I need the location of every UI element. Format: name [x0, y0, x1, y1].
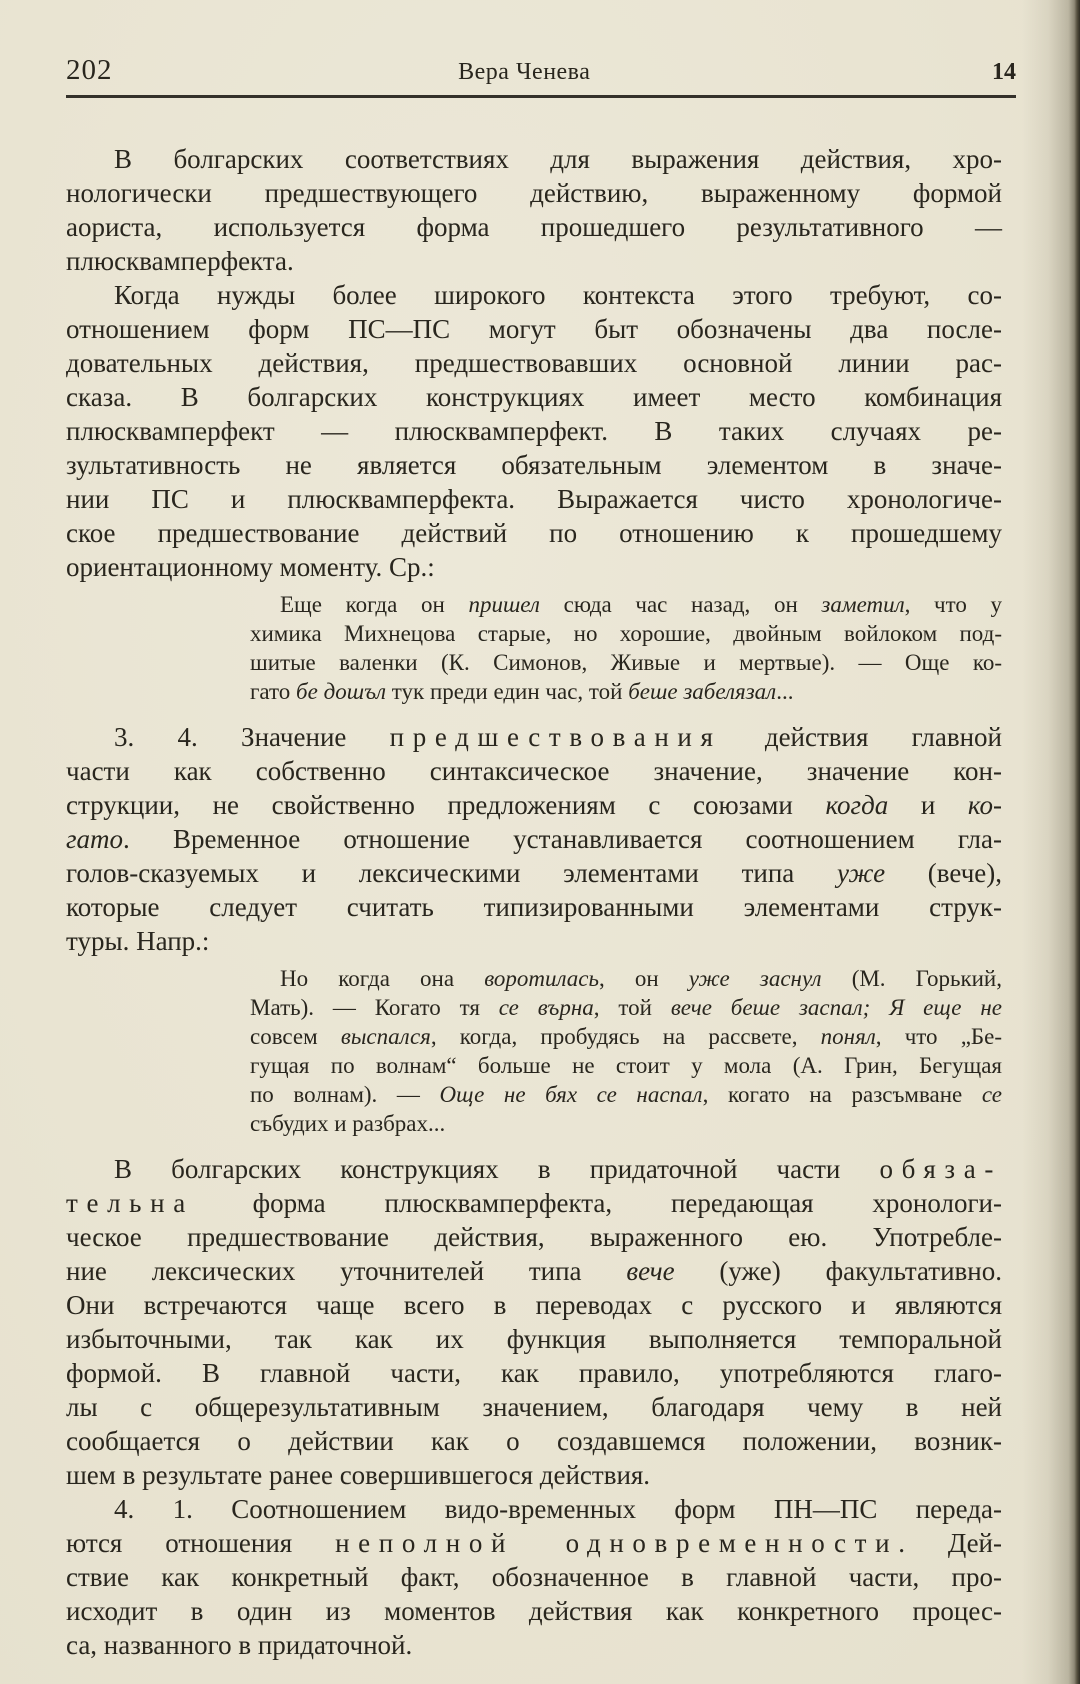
text-segment: по волнам). — [250, 1082, 440, 1107]
text-segment: ствие как конкретный факт, обозначенное в главной части, про- [66, 1562, 1002, 1592]
italic-text-segment: выспался [340, 1024, 431, 1049]
example-quote-block [250, 590, 1002, 706]
text-line [250, 1080, 1002, 1109]
text-line [66, 856, 1002, 890]
text-segment: Но когда она [280, 966, 485, 991]
italic-text-segment: уже заснул [688, 966, 822, 991]
text-line [250, 619, 1002, 648]
text-segment: , он [598, 966, 689, 991]
text-segment: аориста, используется форма прошедшего результативного — [66, 212, 1002, 242]
text-line [66, 1390, 1002, 1424]
text-line [66, 312, 1002, 346]
text-segment: 4. 1. Соотношением видо-временных форм ПН—ПС переда- [114, 1494, 1002, 1524]
text-line [66, 1254, 1002, 1288]
text-segment: ориентационному моменту. Ср.: [66, 552, 435, 582]
text-line [250, 993, 1002, 1022]
italic-text-segment: се [981, 1082, 1002, 1107]
text-line [66, 788, 1002, 822]
text-line [66, 244, 1002, 278]
text-line [66, 380, 1002, 414]
text-line [66, 448, 1002, 482]
italic-text-segment: ко- [967, 790, 1002, 820]
italic-text-segment: беше забелязал [628, 679, 777, 704]
text-segment: голов-сказуемых и лексическими элементами типа [66, 858, 838, 888]
text-segment: , той [593, 995, 671, 1020]
text-segment: формой. В главной части, как правило, употребляются глаго- [66, 1358, 1002, 1388]
text-segment: совсем [250, 1024, 341, 1049]
text-segment: В болгарских конструкциях в придаточной части [114, 1154, 880, 1184]
text-segment: туры. Напр.: [66, 926, 210, 956]
body-paragraph [66, 278, 1002, 584]
text-segment: (уже) факультативно. [674, 1256, 1002, 1286]
text-line [66, 1322, 1002, 1356]
page-header [0, 0, 1080, 87]
text-line [66, 1186, 1002, 1220]
body-paragraph [66, 720, 1002, 958]
text-segment: В болгарских соответствиях для выражения действия, хро- [114, 144, 1002, 174]
page-number-left: 202 [66, 54, 113, 86]
body-paragraph [66, 1152, 1002, 1492]
italic-text-segment: воротилась [484, 966, 599, 991]
text-line [66, 1492, 1002, 1526]
text-line [66, 550, 1002, 584]
italic-text-segment: гато [66, 824, 124, 854]
text-segment: (вече), [885, 858, 1002, 888]
text-segment: ются отношения [66, 1528, 336, 1558]
text-segment: струкции, не свойственно предложениям с союзами [66, 790, 826, 820]
text-segment: , когда, пробудясь на рассвете, [430, 1024, 821, 1049]
italic-text-segment: уже [837, 858, 886, 888]
text-line [66, 1356, 1002, 1390]
text-segment: отношением форм ПС—ПС могут быт обозначены два после- [66, 314, 1002, 344]
text-segment: лы с общерезультативным значением, благодаря чему в ней [66, 1392, 1002, 1422]
text-line [66, 720, 1002, 754]
text-segment: избыточными, так как их функция выполняется темпоральной [66, 1324, 1002, 1354]
text-segment: сказа. В болгарских конструкциях имеет место комбинация [66, 382, 1002, 412]
italic-text-segment: когда [825, 790, 889, 820]
text-segment: химика Михнецова старые, но хорошие, двойным войлоком под- [250, 621, 1002, 646]
italic-text-segment: Още не бях се наспал [439, 1082, 703, 1107]
text-line [66, 210, 1002, 244]
text-segment: довательных действия, предшествовавших основной линии рас- [66, 348, 1002, 378]
text-segment: которые следует считать типизированными элементами струк- [66, 892, 1002, 922]
text-line [66, 482, 1002, 516]
italic-text-segment: заметил [821, 592, 905, 617]
running-title: Вера Ченева [458, 59, 591, 85]
letterspaced-text-segment: тельна [66, 1188, 194, 1218]
text-segment: Еще когда он [280, 592, 469, 617]
text-line [66, 1560, 1002, 1594]
text-segment: части как собственно синтаксическое значение, значение кон- [66, 756, 1002, 786]
text-segment: ское предшествование действий по отношению к прошедшему [66, 518, 1002, 548]
example-quote-block [250, 964, 1002, 1138]
italic-text-segment: вече беше заспал; Я еще не [670, 995, 1002, 1020]
text-segment: шитые валенки (К. Симонов, Живые и мертвые). — Още ко- [250, 650, 1002, 675]
text-line [66, 346, 1002, 380]
italic-text-segment: пришел [468, 592, 540, 617]
text-line [66, 278, 1002, 312]
text-segment: форма плюсквамперфекта, передающая хронологи- [193, 1188, 1002, 1218]
text-segment: нии ПС и плюсквамперфекта. Выражается чисто хронологиче- [66, 484, 1002, 514]
text-segment: ... [776, 679, 794, 704]
text-segment: действия главной [721, 722, 1002, 752]
text-segment: . Временное отношение устанавливается соотношением гла- [123, 824, 1002, 854]
text-segment: Когда нужды более широкого контекста этого требуют, со- [114, 280, 1002, 310]
text-segment: събудих и разбрах... [250, 1111, 446, 1136]
text-segment: , что у [904, 592, 1002, 617]
text-line [250, 648, 1002, 677]
text-line [66, 1628, 1002, 1662]
page-content [0, 98, 1080, 1662]
italic-text-segment: понял [820, 1024, 876, 1049]
italic-text-segment: се върна [498, 995, 594, 1020]
text-line [66, 1220, 1002, 1254]
italic-text-segment: вече [626, 1256, 675, 1286]
text-line [66, 1526, 1002, 1560]
text-line [250, 1022, 1002, 1051]
text-line [66, 414, 1002, 448]
text-line [66, 1424, 1002, 1458]
text-segment: сюда час назад, он [539, 592, 822, 617]
text-line [66, 1594, 1002, 1628]
text-line [250, 964, 1002, 993]
text-line [250, 677, 1002, 706]
text-line [66, 176, 1002, 210]
text-segment: сообщается о действии как о создавшемся положении, возник- [66, 1426, 1002, 1456]
text-segment: , что „Бе- [875, 1024, 1002, 1049]
text-segment: и [888, 790, 968, 820]
text-segment: плюсквамперфекта. [66, 246, 294, 276]
text-segment: шем в результате ранее совершившегося действия. [66, 1460, 651, 1490]
text-line [66, 754, 1002, 788]
text-line [250, 590, 1002, 619]
text-segment: . Дей- [898, 1528, 1002, 1558]
text-line [66, 822, 1002, 856]
letterspaced-text-segment: предшествования [389, 722, 722, 752]
text-line [66, 924, 1002, 958]
text-segment: гущая по волнам“ больше не стоит у мола (А. Грин, Бегущая [250, 1053, 1002, 1078]
italic-text-segment: бе дошъл [296, 679, 387, 704]
letterspaced-text-segment: обяза- [879, 1154, 1002, 1184]
text-segment: ние лексических уточнителей типа [66, 1256, 627, 1286]
text-segment: 3. 4. Значение [114, 722, 390, 752]
text-segment: плюсквамперфект — плюсквамперфект. В таких случаях ре- [66, 416, 1002, 446]
text-line [66, 142, 1002, 176]
body-paragraph [66, 1492, 1002, 1662]
letterspaced-text-segment: неполной одновременности [335, 1528, 899, 1558]
text-segment: Они встречаются чаще всего в переводах с русского и являются [66, 1290, 1002, 1320]
text-segment: ческое предшествование действия, выраженного ею. Употребле- [66, 1222, 1002, 1252]
page-number-right: 14 [991, 59, 1016, 85]
text-line [250, 1051, 1002, 1080]
text-segment: исходит в один из моментов действия как конкретного процес- [66, 1596, 1002, 1626]
text-segment: тук преди един час, той [386, 679, 629, 704]
text-segment: нологически предшествующего действию, выраженному формой [66, 178, 1002, 208]
text-line [66, 1152, 1002, 1186]
text-segment: са, названного в придаточной. [66, 1630, 413, 1660]
text-line [66, 516, 1002, 550]
text-line [66, 1288, 1002, 1322]
text-segment: Мать). — Когато тя [250, 995, 499, 1020]
text-line [66, 1458, 1002, 1492]
text-segment: , когато на разсъмване [702, 1082, 982, 1107]
text-segment: зультативность не является обязательным элементом в значе- [66, 450, 1002, 480]
text-segment: (М. Горький, [821, 966, 1002, 991]
text-segment: гато [250, 679, 297, 704]
body-paragraph [66, 142, 1002, 278]
text-line [66, 890, 1002, 924]
text-line [250, 1109, 1002, 1138]
